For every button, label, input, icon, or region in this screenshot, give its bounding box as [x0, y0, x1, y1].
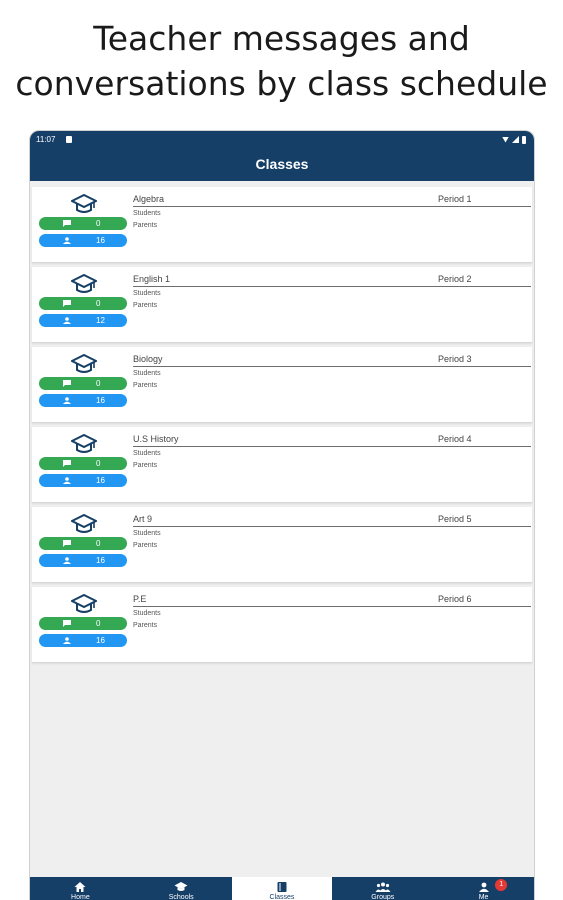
home-icon	[75, 882, 86, 892]
signal-icon	[512, 136, 519, 143]
nav-label: Classes	[269, 894, 295, 900]
class-period: Period 2	[438, 274, 472, 284]
message-icon	[63, 220, 71, 227]
app-bar	[30, 148, 534, 181]
class-card-art-9[interactable]	[32, 507, 532, 583]
messages-pill[interactable]	[39, 377, 127, 390]
caption-line-1: Teacher messages and	[93, 19, 470, 58]
messages-pill[interactable]	[39, 217, 127, 230]
members-pill[interactable]	[39, 474, 127, 487]
students-label: Students	[133, 370, 161, 377]
parents-label: Parents	[133, 382, 158, 389]
students-label: Students	[133, 610, 161, 617]
status-time: 11:07	[36, 135, 56, 144]
messages-pill[interactable]	[39, 297, 127, 310]
members-pill[interactable]	[39, 554, 127, 567]
battery-icon	[522, 136, 526, 144]
message-icon	[63, 380, 71, 387]
nav-label: Schools	[168, 894, 194, 900]
divider	[133, 286, 531, 287]
members-pill[interactable]	[39, 314, 127, 327]
students-label: Students	[133, 210, 161, 217]
nav-label: Home	[71, 894, 90, 900]
class-period: Period 4	[438, 434, 472, 444]
class-period: Period 3	[438, 354, 472, 364]
members-count: 16	[96, 636, 105, 645]
class-name: Algebra	[133, 194, 165, 204]
divider	[133, 526, 531, 527]
class-card-pe[interactable]	[32, 587, 532, 663]
class-card-biology[interactable]	[32, 347, 532, 423]
class-name: Biology	[133, 354, 163, 364]
nav-home[interactable]	[30, 877, 131, 900]
students-label: Students	[133, 290, 161, 297]
class-card-us-history[interactable]	[32, 427, 532, 503]
messages-pill[interactable]	[39, 617, 127, 630]
sim-icon	[66, 136, 72, 143]
nav-label: Me	[478, 894, 489, 900]
members-pill[interactable]	[39, 634, 127, 647]
messages-count: 0	[96, 619, 101, 628]
class-period: Period 1	[438, 194, 472, 204]
graduation-cap-icon	[71, 513, 97, 535]
nav-label: Groups	[371, 894, 395, 900]
people-icon	[63, 397, 71, 404]
promo-caption	[0, 16, 563, 106]
people-icon	[63, 317, 71, 324]
nav-me[interactable]	[433, 877, 534, 900]
class-card-algebra[interactable]	[32, 187, 532, 263]
messages-count: 0	[96, 219, 101, 228]
graduation-cap-icon	[71, 273, 97, 295]
members-count: 16	[96, 236, 105, 245]
notification-badge: 1	[495, 879, 507, 891]
message-icon	[63, 300, 71, 307]
messages-count: 0	[96, 459, 101, 468]
status-bar	[30, 131, 534, 148]
members-pill[interactable]	[39, 394, 127, 407]
people-icon	[63, 557, 71, 564]
divider	[133, 366, 531, 367]
divider	[133, 206, 531, 207]
device-screen	[29, 130, 535, 900]
class-name: English 1	[133, 274, 171, 284]
class-name: U.S History	[133, 434, 179, 444]
messages-pill[interactable]	[39, 537, 127, 550]
person-icon	[479, 882, 489, 892]
members-pill[interactable]	[39, 234, 127, 247]
graduation-cap-icon	[71, 353, 97, 375]
messages-pill[interactable]	[39, 457, 127, 470]
students-label: Students	[133, 530, 161, 537]
wifi-icon	[502, 137, 509, 143]
divider	[133, 446, 531, 447]
nav-classes[interactable]	[232, 877, 333, 900]
parents-label: Parents	[133, 622, 158, 629]
messages-count: 0	[96, 299, 101, 308]
graduation-cap-icon	[71, 593, 97, 615]
bottom-navigation	[30, 877, 534, 900]
nav-schools[interactable]	[131, 877, 232, 900]
class-name: Art 9	[133, 514, 153, 524]
divider	[133, 606, 531, 607]
graduation-cap-icon	[71, 433, 97, 455]
people-icon	[63, 637, 71, 644]
graduation-cap-icon	[175, 882, 188, 892]
message-icon	[63, 460, 71, 467]
parents-label: Parents	[133, 222, 158, 229]
parents-label: Parents	[133, 462, 158, 469]
message-icon	[63, 620, 71, 627]
page-title: Classes	[255, 156, 309, 172]
members-count: 12	[96, 316, 105, 325]
class-period: Period 6	[438, 594, 472, 604]
messages-count: 0	[96, 539, 101, 548]
class-name: P.E	[133, 594, 147, 604]
nav-groups[interactable]	[332, 877, 433, 900]
members-count: 16	[96, 476, 105, 485]
book-icon	[277, 882, 286, 892]
parents-label: Parents	[133, 302, 158, 309]
parents-label: Parents	[133, 542, 158, 549]
class-card-english-1[interactable]	[32, 267, 532, 343]
students-label: Students	[133, 450, 161, 457]
people-icon	[63, 477, 71, 484]
people-icon	[63, 237, 71, 244]
messages-count: 0	[96, 379, 101, 388]
message-icon	[63, 540, 71, 547]
members-count: 16	[96, 396, 105, 405]
graduation-cap-icon	[71, 193, 97, 215]
class-period: Period 5	[438, 514, 472, 524]
members-count: 16	[96, 556, 105, 565]
caption-line-2: conversations by class schedule	[15, 64, 548, 103]
groups-icon	[375, 882, 390, 892]
